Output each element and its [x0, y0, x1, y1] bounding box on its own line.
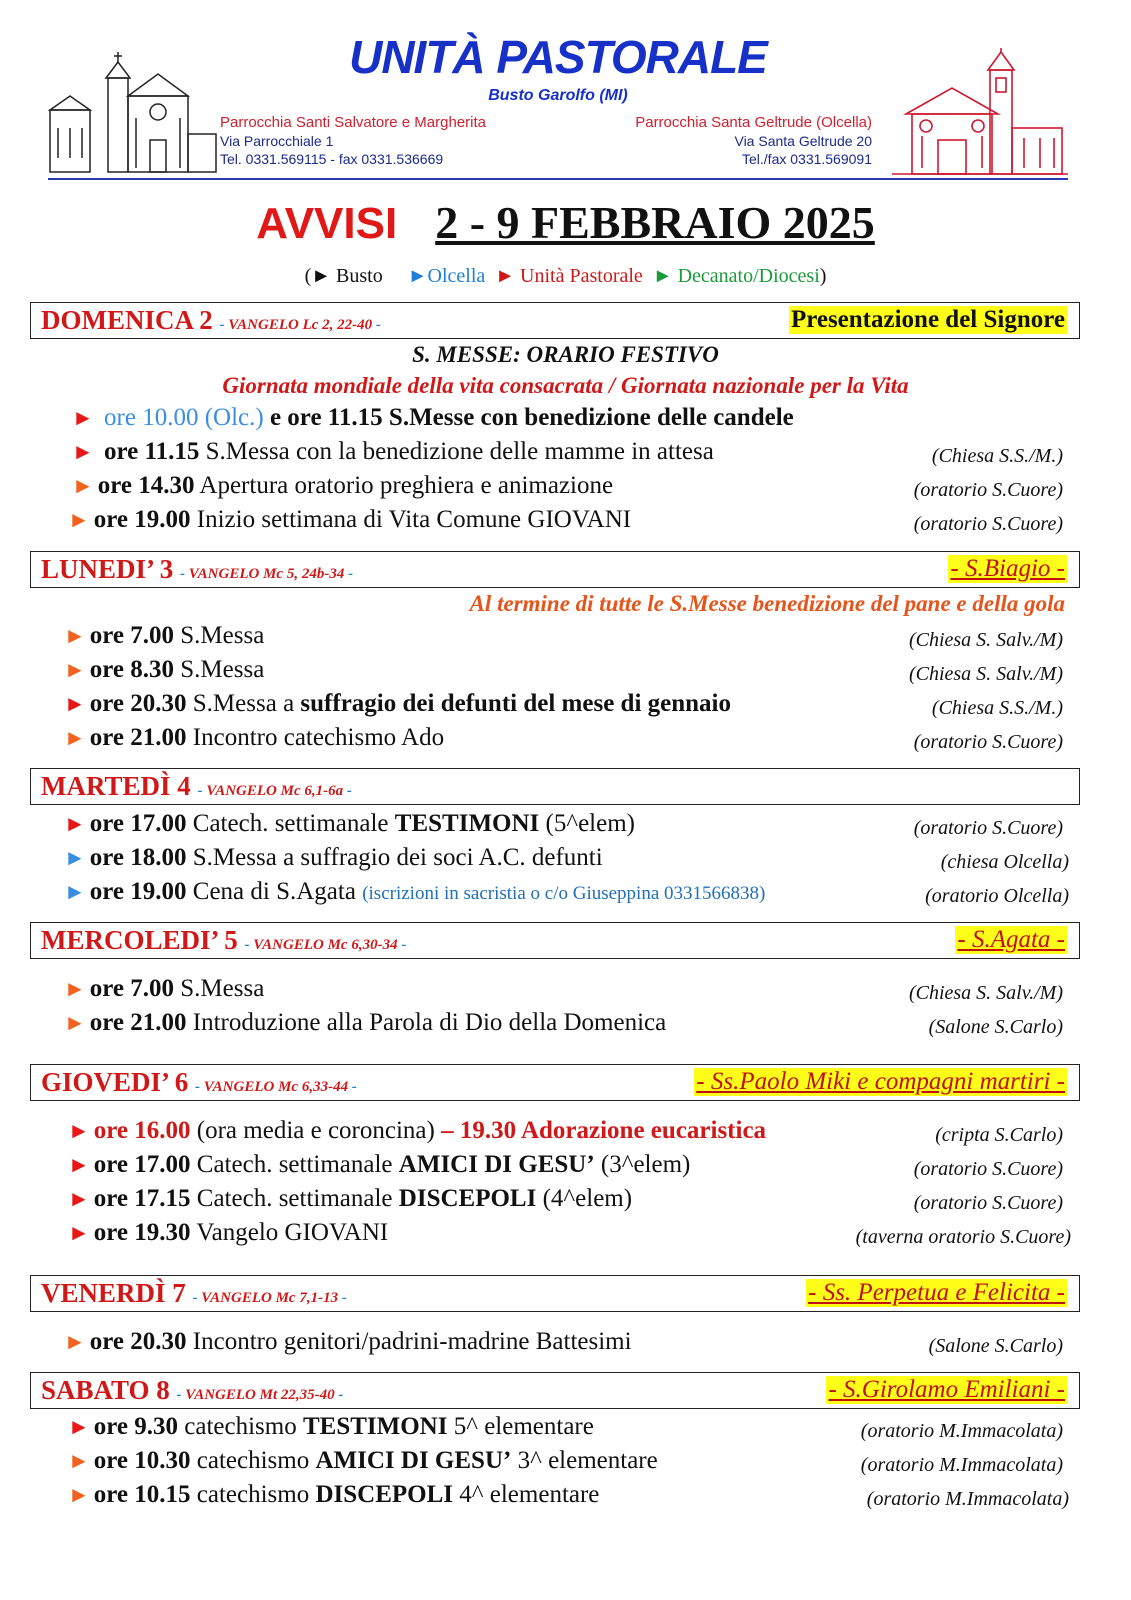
- arrow-icon: ►: [64, 976, 86, 1001]
- vangelo-ref: VANGELO Mc 5, 24b-34: [188, 566, 345, 582]
- event-time: ore 7.00: [89, 975, 175, 1002]
- event-text: S.Messa: [180, 975, 265, 1002]
- event-time: ore 18.00: [89, 844, 187, 871]
- arrow-icon: ►: [72, 439, 94, 464]
- arrow-icon: ►: [64, 811, 86, 836]
- day-header-lunedi: LUNEDI’ 3 - VANGELO Mc 5, 24b-34 - - S.Biagio -: [30, 551, 1080, 588]
- event-location: (oratorio S.Cuore): [913, 479, 1063, 501]
- arrow-icon: ►: [68, 1220, 90, 1245]
- event-time: ore 8.30: [89, 656, 175, 683]
- event-time: ore 16.00: [93, 1117, 191, 1144]
- legend-open: (: [304, 265, 312, 287]
- event-row: [64, 844, 603, 872]
- event-location: (oratorio S.Cuore): [913, 731, 1063, 753]
- event-time: ore 20.30: [89, 1328, 187, 1355]
- event-row: [64, 1009, 666, 1037]
- event-text: Apertura oratorio preghiera e animazione: [199, 472, 614, 499]
- day-header-venerdi: VENERDÌ 7 - VANGELO Mc 7,1-13 - - Ss. Perpetua e Felicita -: [30, 1275, 1080, 1312]
- left-parish-phone: Tel. 0331.569115 - fax 0331.536669: [220, 151, 444, 167]
- event-tail: 4^ elementare: [459, 1481, 600, 1508]
- feast-label: Presentazione del Signore: [790, 306, 1065, 333]
- unita-pastorale-title: UNITÀ PASTORALE: [349, 31, 767, 83]
- left-parish-info: [220, 114, 486, 168]
- arrow-icon: ►: [64, 691, 86, 716]
- event-time: ore 10.15: [93, 1481, 191, 1508]
- event-tail: (4^elem): [542, 1185, 633, 1212]
- event-location: (oratorio Olcella): [925, 885, 1069, 907]
- event-text: Incontro catechismo Ado: [192, 724, 445, 751]
- event-bold-text: AMICI DI GESU’: [315, 1447, 512, 1474]
- event-red-text: – 19.30 Adorazione eucaristica: [441, 1117, 767, 1144]
- day-name: GIOVEDI’ 6: [41, 1067, 189, 1097]
- event-text: (ora media e coroncina): [196, 1117, 435, 1144]
- day-name: SABATO 8: [41, 1375, 170, 1405]
- event-text: S.Messa: [180, 622, 265, 649]
- day-header-giovedi: GIOVEDI’ 6 - VANGELO Mc 6,33-44 - - Ss.Paolo Miki e compagni martiri -: [30, 1064, 1080, 1101]
- event-row: [64, 622, 264, 650]
- arrow-icon: ►: [68, 1186, 90, 1211]
- vangelo-ref: VANGELO Mc 6,33-44: [203, 1079, 349, 1095]
- feast-label: - S.Girolamo Emiliani -: [828, 1376, 1065, 1403]
- event-location: (Chiesa S. Salv./M): [908, 982, 1063, 1004]
- right-parish-info: [635, 114, 872, 168]
- legend-close: ): [819, 265, 827, 287]
- event-text: Vangelo GIOVANI: [196, 1219, 389, 1246]
- event-text: catechismo: [196, 1447, 310, 1474]
- event-row: [64, 656, 264, 684]
- vangelo-ref: VANGELO Mc 6,30-34: [253, 937, 398, 953]
- event-row: [64, 724, 444, 752]
- event-row: [64, 878, 765, 906]
- event-row: [64, 975, 264, 1003]
- arrow-icon: ►: [68, 1482, 90, 1507]
- event-row: [68, 1481, 599, 1509]
- event-tail: (3^elem): [600, 1151, 691, 1178]
- event-text: S.Messa: [180, 656, 265, 683]
- event-location: (oratorio S.Cuore): [913, 817, 1063, 839]
- header-rule: [48, 178, 1068, 180]
- event-tail: 5^ elementare: [453, 1413, 594, 1440]
- event-location: (oratorio S.Cuore): [913, 513, 1063, 535]
- arrow-icon: ►: [64, 1329, 86, 1354]
- event-row: [72, 472, 613, 500]
- vangelo-ref: VANGELO Lc 2, 22-40: [228, 317, 373, 333]
- giornata-note: Giornata mondiale della vita consacrata / Giornata nazionale per la Vita: [222, 373, 909, 398]
- event-row: [64, 690, 731, 718]
- feast-label: - Ss. Perpetua e Felicita -: [808, 1279, 1065, 1306]
- benedizione-note: Al termine di tutte le S.Messe benedizione del pane e della gola: [469, 591, 1065, 616]
- event-time: ore 19.00: [93, 506, 191, 533]
- arrow-icon: ►: [64, 1010, 86, 1035]
- event-row: [68, 1185, 632, 1213]
- day-header-martedi: MARTEDÌ 4 - VANGELO Mc 6,1-6a -: [30, 768, 1080, 805]
- event-text: S.Messa con la benedizione delle mamme in attesa: [205, 438, 714, 465]
- day-header-domenica: DOMENICA 2 - VANGELO Lc 2, 22-40 - Presentazione del Signore: [30, 302, 1080, 339]
- arrow-icon: ►: [68, 1118, 90, 1143]
- event-location: (taverna oratorio S.Cuore): [855, 1226, 1071, 1248]
- day-name: LUNEDI’ 3: [41, 554, 174, 584]
- arrow-icon: ►: [64, 725, 86, 750]
- arrow-icon: ►: [68, 507, 90, 532]
- event-row: [68, 1117, 766, 1145]
- day-name: DOMENICA 2: [41, 305, 213, 335]
- event-time: ore 20.30: [89, 690, 187, 717]
- event-text: Introduzione alla Parola di Dio della Domenica: [192, 1009, 667, 1036]
- event-text: Catech. settimanale: [192, 810, 389, 837]
- arrow-icon: ►: [64, 657, 86, 682]
- event-row: [68, 1413, 594, 1441]
- arrow-icon: ►: [68, 1152, 90, 1177]
- event-row: [68, 1219, 388, 1247]
- legend: [0, 265, 1131, 288]
- arrow-icon: ►: [72, 405, 94, 430]
- letterhead: [48, 30, 1068, 182]
- left-parish-address: Via Parrocchiale 1: [220, 133, 334, 149]
- event-time: ore 17.15: [93, 1185, 191, 1212]
- feast-label: - S.Biagio -: [950, 555, 1065, 582]
- left-parish-name: Parrocchia Santi Salvatore e Margherita: [220, 114, 486, 131]
- event-tail: 3^ elementare: [517, 1447, 658, 1474]
- event-time: ore 21.00: [89, 724, 187, 751]
- event-tail: (5^elem): [545, 810, 635, 837]
- event-row: [72, 438, 714, 466]
- event-row: [64, 810, 635, 838]
- arrow-icon: ►: [64, 845, 86, 870]
- right-parish-phone: Tel./fax 0331.569091: [742, 151, 872, 167]
- day-header-mercoledi: MERCOLEDI’ 5 - VANGELO Mc 6,30-34 - - S.Agata -: [30, 922, 1080, 959]
- event-location: (Chiesa S.S./M.): [931, 445, 1063, 467]
- event-location: (chiesa Olcella): [940, 851, 1069, 873]
- event-time: ore 17.00: [89, 810, 187, 837]
- event-location: (oratorio M.Immacolata): [860, 1454, 1063, 1476]
- event-bold-text: suffragio dei defunti del mese di gennaio: [300, 690, 731, 717]
- event-location: (Chiesa S. Salv./M): [908, 629, 1063, 651]
- vangelo-ref: VANGELO Mt 22,35-40: [185, 1387, 335, 1403]
- day-name: MARTEDÌ 4: [41, 771, 191, 801]
- notice-title: [0, 196, 1131, 249]
- event-row: [68, 506, 631, 534]
- event-time: ore 17.00: [93, 1151, 191, 1178]
- event-row: [68, 1447, 658, 1475]
- event-bold-text: TESTIMONI: [302, 1413, 448, 1440]
- arrow-icon: ►: [72, 473, 94, 498]
- legend-decanato: ► Decanato/Diocesi: [652, 265, 820, 287]
- day-header-sabato: SABATO 8 - VANGELO Mt 22,35-40 - - S.Girolamo Emiliani -: [30, 1372, 1080, 1409]
- feast-label: - Ss.Paolo Miki e compagni martiri -: [696, 1068, 1065, 1095]
- event-text: S.Messa a: [192, 690, 295, 717]
- feast-label: - S.Agata -: [957, 926, 1065, 953]
- event-time: ore 21.00: [89, 1009, 187, 1036]
- legend-olcella: ►Olcella: [407, 265, 486, 287]
- event-location: (oratorio M.Immacolata): [860, 1420, 1063, 1442]
- event-text: Catech. settimanale: [196, 1151, 393, 1178]
- event-time: ore 11.15: [104, 438, 200, 465]
- event-time: ore 9.30: [93, 1413, 179, 1440]
- event-text: Incontro genitori/padrini-madrine Battesimi: [192, 1328, 632, 1355]
- event-location: (oratorio M.Immacolata): [866, 1488, 1069, 1510]
- event-location: (cripta S.Carlo): [935, 1124, 1063, 1146]
- event-row: [68, 1151, 690, 1179]
- event-time: ore 10.00 (Olc.): [104, 404, 264, 431]
- event-text: catechismo: [196, 1481, 310, 1508]
- vangelo-ref: VANGELO Mc 6,1-6a: [206, 783, 344, 799]
- day-name: MERCOLEDI’ 5: [41, 925, 238, 955]
- event-time: ore 10.30: [93, 1447, 191, 1474]
- event-time: ore 7.00: [89, 622, 175, 649]
- event-text: e ore 11.15 S.Messe con benedizione delle candele: [269, 404, 794, 431]
- day-name: VENERDÌ 7: [41, 1278, 186, 1308]
- event-text: catechismo: [184, 1413, 297, 1440]
- event-location: (Salone S.Carlo): [928, 1016, 1063, 1038]
- event-location: (oratorio S.Cuore): [913, 1192, 1063, 1214]
- event-bold-text: DISCEPOLI: [315, 1481, 454, 1508]
- date-range: 2 - 9 FEBBRAIO 2025: [435, 197, 875, 248]
- event-text: Catech. settimanale: [196, 1185, 393, 1212]
- right-parish-address: Via Santa Geltrude 20: [734, 133, 872, 149]
- event-location: (Chiesa S. Salv./M): [908, 663, 1063, 685]
- event-location: (Chiesa S.S./M.): [931, 697, 1063, 719]
- legend-unita-pastorale: ► Unità Pastorale: [495, 265, 643, 287]
- legend-busto: ► Busto: [311, 265, 383, 287]
- right-parish-name: Parrocchia Santa Geltrude (Olcella): [635, 114, 872, 131]
- event-row: [64, 1328, 632, 1356]
- event-location: (oratorio S.Cuore): [913, 1158, 1063, 1180]
- event-location: (Salone S.Carlo): [928, 1335, 1063, 1357]
- event-row: [72, 404, 794, 432]
- event-text: Cena di S.Agata: [192, 878, 356, 905]
- vangelo-ref: VANGELO Mc 7,1-13: [201, 1290, 339, 1306]
- avvisi-label: AVVISI: [256, 199, 398, 248]
- arrow-icon: ►: [64, 623, 86, 648]
- event-time: ore 14.30: [97, 472, 195, 499]
- event-time: ore 19.00: [89, 878, 187, 905]
- event-bold-text: TESTIMONI: [394, 810, 540, 837]
- event-text: Inizio settimana di Vita Comune GIOVANI: [196, 506, 632, 533]
- arrow-icon: ►: [68, 1414, 90, 1439]
- orario-festivo: S. MESSE: ORARIO FESTIVO: [412, 342, 719, 367]
- event-text: S.Messa a suffragio dei soci A.C. defunti: [192, 844, 603, 871]
- event-bold-text: AMICI DI GESU’: [398, 1151, 595, 1178]
- town-subtitle: Busto Garolfo (MI): [488, 87, 628, 104]
- event-time: ore 19.30: [93, 1219, 191, 1246]
- arrow-icon: ►: [68, 1448, 90, 1473]
- arrow-icon: ►: [64, 879, 86, 904]
- church-right-illustration: [892, 48, 1068, 178]
- event-bold-text: DISCEPOLI: [398, 1185, 537, 1212]
- event-note: (iscrizioni in sacristia o c/o Giuseppina 0331566838): [362, 883, 766, 904]
